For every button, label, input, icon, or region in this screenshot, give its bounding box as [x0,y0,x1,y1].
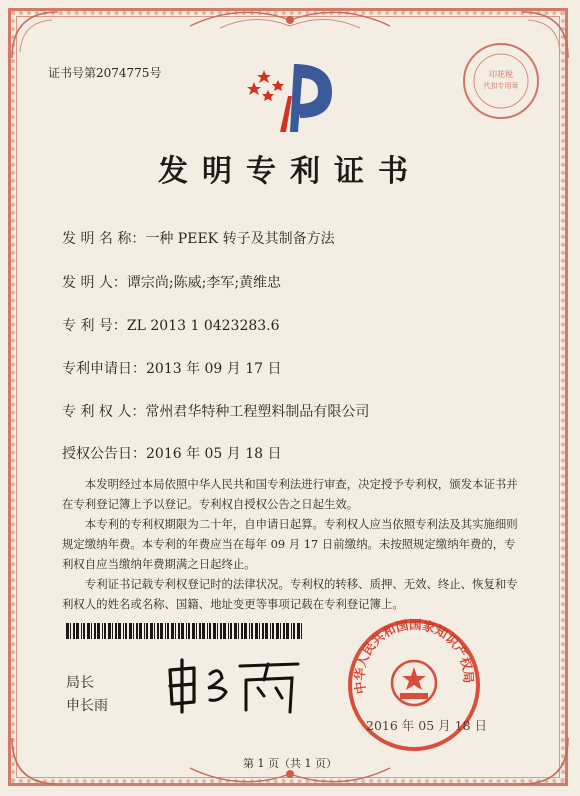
application-date-value: 2013 年 09 月 17 日 [146,361,282,377]
barcode-bar [154,623,155,639]
grant-date-value: 2016 年 05 月 18 日 [146,446,282,462]
barcode-bar [133,623,134,639]
barcode [66,623,306,639]
application-date-row [62,358,282,378]
sipo-logo-icon [240,56,340,136]
invention-name-label: 发 明 名 称： [62,231,146,247]
barcode-bar [230,623,232,639]
barcode-bar [73,623,75,639]
barcode-bar [123,623,124,639]
barcode-bar [66,623,69,639]
top-ornament [180,6,400,36]
barcode-bar [270,623,271,639]
barcode-bar [283,623,285,639]
certificate-number: 证书号第2074775号 [48,66,162,80]
body-paragraph: 本专利的专利权期限为二十年，自申请日起算。专利权人应当依照专利法及其实施细则规定缴纳年费。本专利的年费应当在每年 09 月 17 日前缴纳。未按照规定缴纳年费的，专利权自应当缴纳年费期满之日起终止。 [62,517,518,571]
barcode-bar [199,623,201,639]
patent-number-row [62,315,280,335]
inventor-value: 谭宗尚;陈威;李军;黄维忠 [126,275,282,291]
barcode-bar [112,623,113,639]
barcode-bar [139,623,142,639]
barcode-bar [178,623,180,639]
barcode-bar [280,623,281,639]
barcode-bar [76,623,79,639]
barcode-bar [87,623,90,639]
barcode-bar [228,623,229,639]
barcode-bar [207,623,208,639]
patent-number-label: 专 利 号： [62,318,127,334]
director-title: 局长 [66,675,94,691]
barcode-bar [217,623,218,639]
barcode-bar [125,623,127,639]
barcode-bar [286,623,289,639]
certificate-body [62,474,524,614]
barcode-bar [255,623,258,639]
inventor-row [62,272,281,292]
barcode-bar [192,623,195,639]
corner-ornament-tl [8,8,68,68]
barcode-bar [157,623,159,639]
barcode-bar [293,623,295,639]
barcode-bar [220,623,222,639]
barcode-bar [238,623,239,639]
barcode-bar [146,623,148,639]
patentee-label: 专 利 权 人： [62,404,146,420]
barcode-bar [94,623,96,639]
patentee-value: 常州君华特种工程塑料制品有限公司 [145,404,370,420]
patent-number-value: ZL 2013 1 0423283.6 [126,318,280,334]
grant-date-label: 授权公告日： [62,446,146,462]
svg-text:代扣专用章: 代扣专用章 [483,82,519,90]
official-seal [344,615,484,755]
barcode-bar [144,623,145,639]
barcode-bar [209,623,211,639]
barcode-bar [244,623,247,639]
barcode-bar [129,623,132,639]
svg-text:印花税: 印花税 [489,70,513,79]
inventor-label: 发 明 人： [62,275,127,291]
barcode-bar [108,623,111,639]
application-date-label: 专利申请日： [62,361,146,377]
barcode-bar [91,623,92,639]
barcode-bar [249,623,250,639]
barcode-bar [196,623,197,639]
barcode-bar [272,623,274,639]
barcode-bar [265,623,268,639]
barcode-bar [213,623,216,639]
barcode-bar [181,623,184,639]
barcode-bar [171,623,174,639]
barcode-bar [301,623,302,639]
invention-name-value: 一种 PEEK 转子及其制备方法 [145,231,335,247]
barcode-bar [150,623,153,639]
barcode-bar [223,623,226,639]
barcode-bar [188,623,190,639]
barcode-bar [276,623,279,639]
barcode-bar [160,623,163,639]
certificate-title: 发明专利证书 [158,154,422,189]
barcode-bar [175,623,176,639]
barcode-bar [70,623,71,639]
barcode-bar [104,623,106,639]
invention-name-row [62,228,335,248]
director-signature [164,656,304,716]
barcode-bar [241,623,243,639]
barcode-bar [202,623,205,639]
body-paragraph: 专利证书记载专利权登记时的法律状况。专利权的转移、质押、无效、终止、恢复和专利权人的姓名或名称、国籍、地址变更等事项记载在专利登记簿上。 [62,577,518,611]
barcode-bar [234,623,237,639]
patentee-row [62,401,369,421]
barcode-bar [102,623,103,639]
barcode-bar [81,623,82,639]
barcode-bar [291,623,292,639]
barcode-bar [186,623,187,639]
page-footer: 第 1 页（共 1 页） [243,757,337,770]
director-name: 申长雨 [66,698,108,714]
seal-date: 2016 年 05 月 18 日 [366,718,487,733]
barcode-bar [297,623,300,639]
barcode-bar [83,623,85,639]
grant-date-row [62,443,282,463]
barcode-bar [97,623,100,639]
seal-text: 中华人民共和国国家知识产权局 [351,616,477,696]
barcode-bar [167,623,169,639]
barcode-bar [115,623,117,639]
barcode-bar [259,623,260,639]
barcode-bar [262,623,264,639]
barcode-bar [136,623,138,639]
tax-stamp [460,40,542,122]
barcode-bar [165,623,166,639]
barcode-bar [118,623,121,639]
body-paragraph: 本发明经过本局依照中华人民共和国专利法进行审查，决定授予专利权，颁发本证书并在专利登记簿上予以登记。专利权自授权公告之日起生效。 [62,477,518,511]
barcode-bar [251,623,253,639]
